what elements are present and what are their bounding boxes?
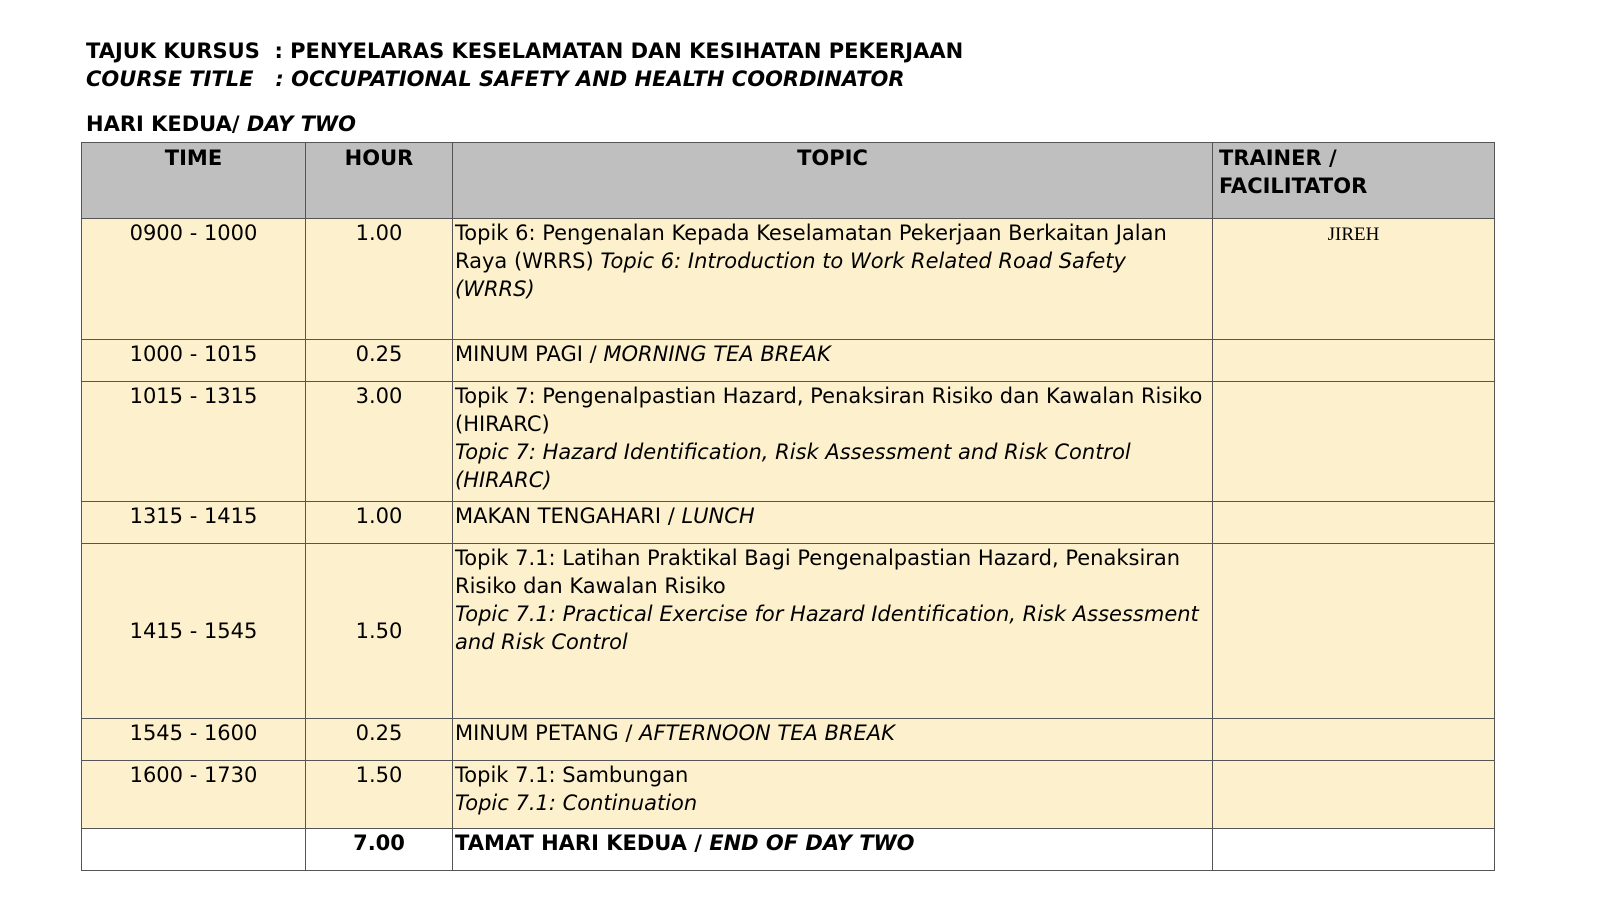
cell-topic (453, 382, 1213, 502)
topic-english: Topic 7: Hazard Identification, Risk Assessment and Risk Control (HIRARC) (455, 440, 1131, 492)
cell-hour: 3.00 (306, 382, 453, 502)
table-header-row (82, 143, 1495, 219)
cell-hour: 1.00 (306, 502, 453, 544)
cell-time: 1600 - 1730 (82, 761, 306, 829)
topic-english: AFTERNOON TEA BREAK (639, 721, 895, 745)
end-of-day-english: END OF DAY TWO (709, 831, 915, 855)
table-row (82, 219, 1495, 340)
topic-english: Topic 7.1: Continuation (455, 791, 698, 815)
cell-topic (453, 761, 1213, 829)
cell-trainer-empty (1213, 829, 1495, 871)
cell-trainer (1213, 219, 1495, 340)
topic-english: LUNCH (681, 504, 755, 528)
cell-hour: 0.25 (306, 340, 453, 382)
cell-hour: 0.25 (306, 719, 453, 761)
table-row (82, 502, 1495, 544)
cell-topic (453, 340, 1213, 382)
topic-malay: Topik 7.1: Latihan Praktikal Bagi Pengenalpastian Hazard, Penaksiran Risiko dan Kawalan Risiko (455, 546, 1181, 598)
column-header-time: TIME (82, 143, 306, 219)
table-row (82, 382, 1495, 502)
topic-malay: MAKAN TENGAHARI / (455, 504, 682, 528)
column-header-topic: TOPIC (453, 143, 1213, 219)
column-header-hour: HOUR (306, 143, 453, 219)
cell-time: 1415 - 1545 (82, 544, 306, 719)
schedule-table (81, 142, 1495, 871)
topic-english: Topic 7.1: Practical Exercise for Hazard Identification, Risk Assessment and Risk Control (455, 602, 1199, 654)
cell-trainer (1213, 719, 1495, 761)
table-row (82, 719, 1495, 761)
end-of-day-malay: TAMAT HARI KEDUA / (455, 831, 710, 855)
cell-hour: 1.00 (306, 219, 453, 340)
day-heading-english: DAY TWO (246, 112, 356, 136)
table-row (82, 761, 1495, 829)
column-header-trainer: TRAINER / FACILITATOR (1213, 143, 1495, 219)
cell-time: 1315 - 1415 (82, 502, 306, 544)
cell-time: 1000 - 1015 (82, 340, 306, 382)
topic-malay: Topik 7.1: Sambungan (455, 763, 689, 787)
cell-time-empty (82, 829, 306, 871)
cell-trainer (1213, 340, 1495, 382)
topic-malay: MINUM PAGI / (455, 342, 604, 366)
topic-malay: Topik 6: Pengenalan Kepada Keselamatan Pekerjaan Berkaitan Jalan Raya (WRRS) (455, 221, 1167, 273)
cell-topic (453, 829, 1213, 871)
cell-time: 1545 - 1600 (82, 719, 306, 761)
cell-trainer (1213, 761, 1495, 829)
topic-english: MORNING TEA BREAK (603, 342, 831, 366)
cell-trainer (1213, 544, 1495, 719)
topic-malay: Topik 7: Pengenalpastian Hazard, Penaksiran Risiko dan Kawalan Risiko (HIRARC) (455, 384, 1203, 436)
cell-time: 0900 - 1000 (82, 219, 306, 340)
day-heading-malay: HARI KEDUA/ (86, 112, 247, 136)
total-hours: 7.00 (306, 829, 453, 871)
cell-trainer (1213, 502, 1495, 544)
cell-hour: 1.50 (306, 761, 453, 829)
table-row (82, 340, 1495, 382)
topic-malay: MINUM PETANG / (455, 721, 640, 745)
trainer-name: JIREH (1327, 224, 1380, 245)
topic-english: Topic 6: Introduction to Work Related Road Safety (WRRS) (455, 249, 1126, 301)
course-title-english: COURSE TITLE : OCCUPATIONAL SAFETY AND HEALTH COORDINATOR (86, 67, 905, 91)
cell-topic (453, 719, 1213, 761)
cell-topic (453, 219, 1213, 340)
total-row (82, 829, 1495, 871)
cell-topic (453, 544, 1213, 719)
cell-hour: 1.50 (306, 544, 453, 719)
cell-topic (453, 502, 1213, 544)
course-title-malay: TAJUK KURSUS : PENYELARAS KESELAMATAN DAN KESIHATAN PEKERJAAN (86, 39, 964, 63)
day-heading (86, 111, 356, 137)
table-row (82, 544, 1495, 719)
cell-time: 1015 - 1315 (82, 382, 306, 502)
cell-trainer (1213, 382, 1495, 502)
